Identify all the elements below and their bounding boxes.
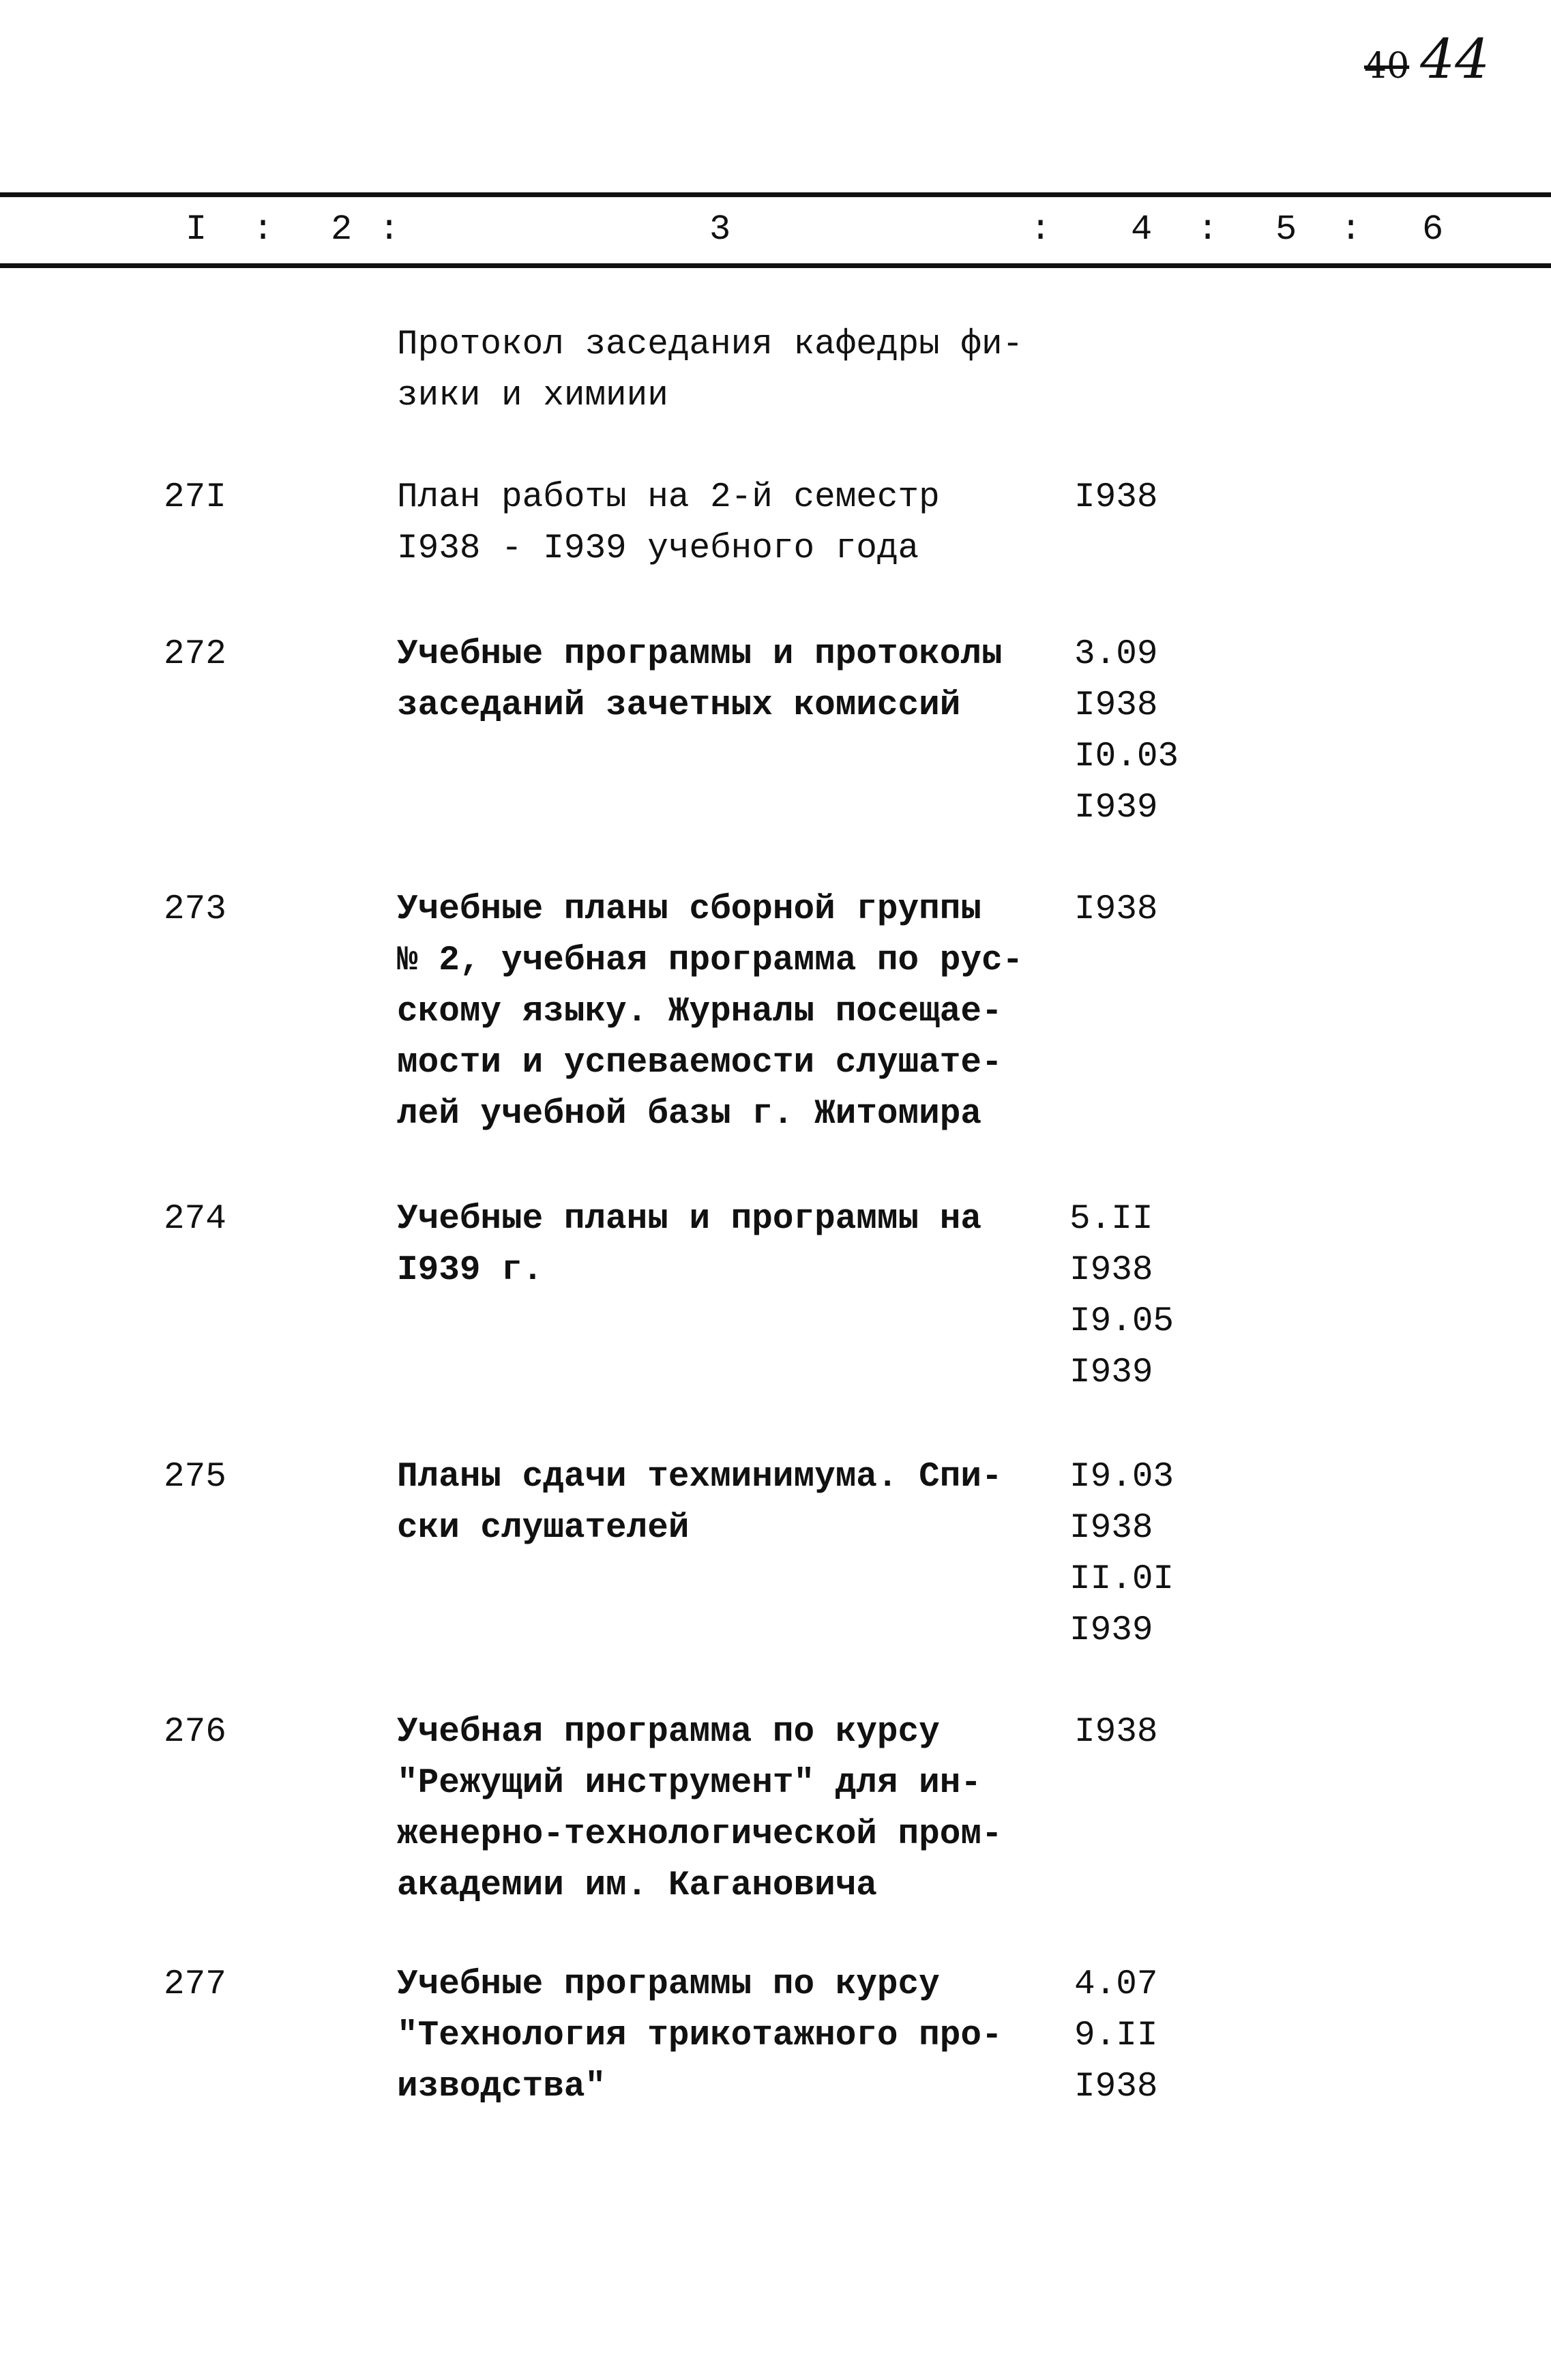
entry-number: 272 — [164, 635, 226, 674]
entry-dates: 5.II I938 I9.05 I939 — [1069, 1200, 1175, 1392]
separator: : — [1340, 209, 1362, 250]
entry-dates: 4.07 9.II I938 — [1074, 1965, 1158, 2106]
column-2-header: 2 — [331, 209, 353, 250]
separator: : — [1030, 209, 1052, 250]
column-1-header: I — [186, 209, 207, 250]
entry-number: 276 — [164, 1713, 226, 1752]
entry-number: 27I — [164, 478, 226, 517]
entry-dates: 3.09 I938 I0.03 I939 — [1074, 635, 1179, 827]
entry-description: Учебная программа по курсу "Режущий инструмент" для ин- женерно-технологической пром- академии им. Кагановича — [397, 1713, 1003, 1905]
column-header-row — [0, 199, 1551, 261]
entry-number: 274 — [164, 1200, 226, 1239]
entry-description: Учебные планы сборной группы № 2, учебная программа по рус- скому языку. Журналы посещае- мости и успеваемости слушате- лей учебной базы г. Житомира — [397, 890, 1024, 1134]
entry-description: Учебные программы по курсу "Технология трикотажного про- изводства" — [397, 1965, 1003, 2106]
entry-number: 275 — [164, 1458, 226, 1497]
column-6-header: 6 — [1422, 209, 1444, 250]
separator: : — [252, 209, 274, 250]
separator: : — [1197, 209, 1219, 250]
entry-description: Планы сдачи техминимума. Спи- ски слушателей — [397, 1458, 1003, 1548]
entry-dates: I9.03 I938 II.0I I939 — [1069, 1458, 1175, 1650]
entry-description: План работы на 2-й семестр I938 - I939 учебного года — [397, 478, 940, 568]
entry-number: 277 — [164, 1965, 226, 2004]
entry-dates: I938 — [1074, 890, 1158, 929]
entry-description: Учебные планы и программы на I939 г. — [397, 1200, 981, 1290]
page-number — [1364, 27, 1490, 91]
header-top-rule — [0, 192, 1551, 197]
old-page-number: 40 — [1364, 46, 1410, 87]
section-title: Протокол заседания кафедры фи- зики и химиии — [397, 325, 1024, 415]
entry-dates: I938 — [1074, 1713, 1158, 1752]
entry-dates: I938 — [1074, 478, 1158, 517]
header-bottom-rule — [0, 263, 1551, 268]
column-3-header: 3 — [709, 209, 731, 250]
entry-description: Учебные программы и протоколы заседаний зачетных комиссий — [397, 635, 1003, 725]
entry-number: 273 — [164, 890, 226, 929]
column-4-header: 4 — [1131, 209, 1153, 250]
new-page-number: 44 — [1420, 27, 1490, 91]
separator: : — [379, 209, 400, 250]
column-5-header: 5 — [1275, 209, 1297, 250]
